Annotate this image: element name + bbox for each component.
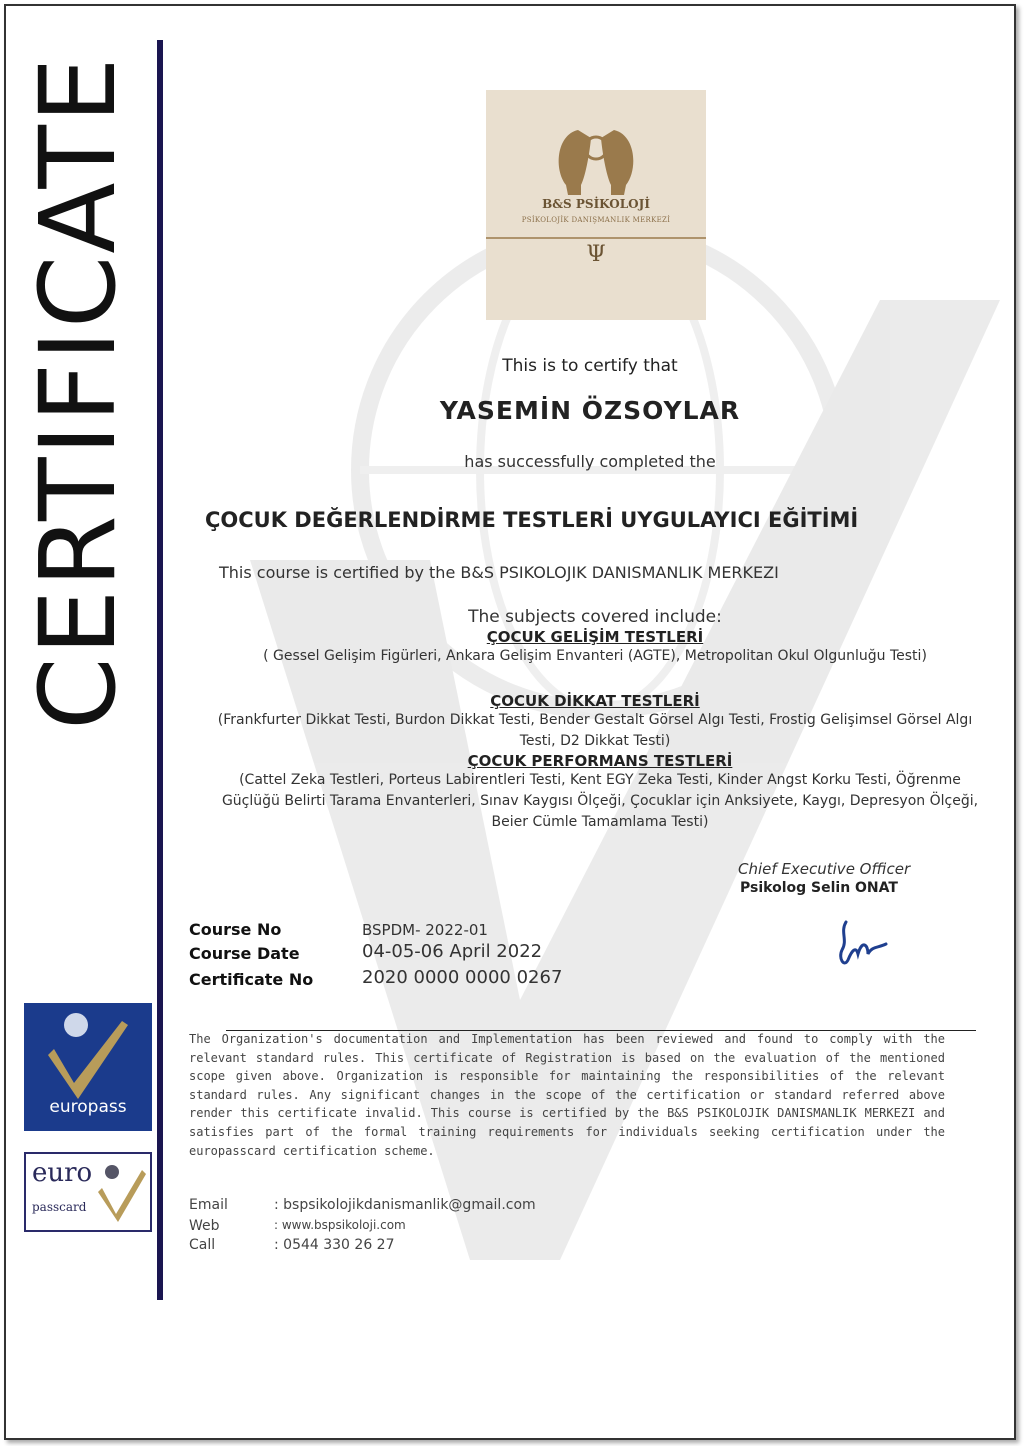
completion-text: has successfully completed the <box>464 452 716 471</box>
legal-statement: The Organization's documentation and Implementation has been reviewed and found to comply with the relevant standard rules. This certificate of Registration is based on the evaluation of the mentioned scope given above. Organization is responsible for maintaining the responsibilities of the relevant standard rules. Any significant changes in the scope of the certification or standard referred above render this certificate invalid. This course is certified by the B&S PSIKOLOJIK DANISMANLIK MERKEZI and satisfies part of the formal training requirements for individuals seeking certification under the europasscard certification scheme. <box>189 1032 945 1158</box>
subjects-heading: The subjects covered include: <box>468 607 722 627</box>
course-no-label: Course No <box>189 920 282 939</box>
certificate-no-value: 2020 0000 0000 0267 <box>362 967 563 988</box>
subject-group <box>200 628 990 667</box>
web-label: Web <box>189 1218 220 1234</box>
subject-title: ÇOCUK GELİŞİM TESTLERİ <box>486 628 704 646</box>
europasscard-top-label: euro <box>32 1158 93 1188</box>
recipient-name: YASEMİN ÖZSOYLAR <box>439 396 741 425</box>
certificate-no-label: Certificate No <box>189 970 314 989</box>
signatory-role: Chief Executive Officer <box>738 860 911 878</box>
europass-badge <box>24 1003 152 1131</box>
certify-intro: This is to certify that <box>502 356 678 376</box>
course-no-value: BSPDM- 2022-01 <box>362 921 488 939</box>
logo-brand: B&S PSİKOLOJİ <box>542 197 650 211</box>
europasscard-bottom-label: passcard <box>32 1200 87 1214</box>
subject-group <box>205 692 985 752</box>
legal-divider <box>226 1030 976 1031</box>
web-link[interactable]: : www.bspsikoloji.com <box>274 1218 406 1232</box>
call-label: Call <box>189 1237 216 1253</box>
signatory-name: Psikolog Selin ONAT <box>740 880 898 896</box>
phone-number: : 0544 330 26 27 <box>274 1237 395 1253</box>
europass-label: europass <box>49 1097 127 1117</box>
subject-body: (Cattel Zeka Testleri, Porteus Labirentleri Testi, Kent EGY Zeka Testi, Kinder Angst Korku Testi, Öğrenme Güçlüğü Belirti Tarama Envanterleri, Sınav Kaygısı Ölçeği, Çocuklar için Anksiyete, Kaygı, Depresyon Ölçeği, Beier Cümle Tamamlama Testi) <box>221 772 979 830</box>
email-label: Email <box>189 1197 228 1213</box>
certified-by-text: This course is certified by the B&S PSIKOLOJIK DANISMANLIK MERKEZI <box>219 563 779 582</box>
course-date-label: Course Date <box>189 944 300 963</box>
subject-title: ÇOCUK DİKKAT TESTLERİ <box>490 692 700 710</box>
email-link[interactable]: : bspsikolojikdanismanlik@gmail.com <box>274 1197 536 1213</box>
europasscard-check-icon <box>98 1162 148 1224</box>
bs-psikoloji-logo <box>486 90 706 320</box>
subject-title: ÇOCUK PERFORMANS TESTLERİ <box>467 752 733 770</box>
europasscard-badge <box>24 1152 152 1232</box>
course-date-value: 04-05-06 April 2022 <box>362 941 543 962</box>
subject-group <box>210 752 990 833</box>
subject-body: (Frankfurter Dikkat Testi, Burdon Dikkat Testi, Bender Gestalt Görsel Algı Testi, Frostig Gelişimsel Görsel Algı Testi, D2 Dikkat Testi) <box>217 712 973 749</box>
course-title: ÇOCUK DEĞERLENDİRME TESTLERİ UYGULAYICI EĞİTİMİ <box>205 508 859 532</box>
signature-mark <box>826 910 896 980</box>
subject-body: ( Gessel Gelişim Figürleri, Ankara Gelişim Envanteri (AGTE), Metropolitan Okul Olgunluğu Testi) <box>263 648 927 664</box>
logo-subtitle: PSİKOLOJİK DANIŞMANLIK MERKEZİ <box>521 216 671 224</box>
vertical-accent-line <box>157 40 163 1300</box>
vertical-certificate-title: CERTIFICATE <box>17 55 139 730</box>
psi-symbol-icon: Ψ <box>586 242 606 267</box>
